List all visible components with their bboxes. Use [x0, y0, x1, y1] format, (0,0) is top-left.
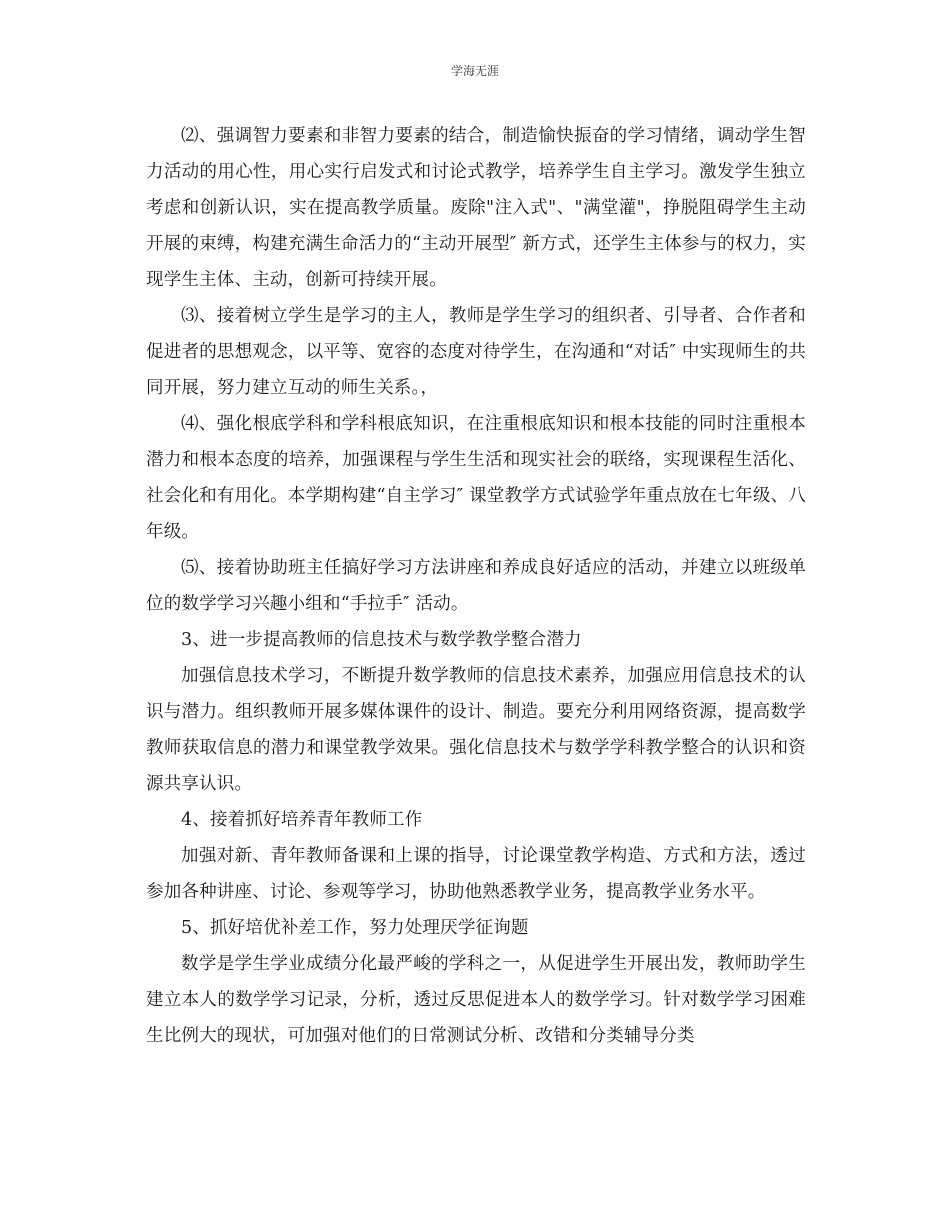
section-heading-3: 3、进一步提高教师的信息技术与数学教学整合潜力 [181, 630, 582, 650]
section-heading-5: 5、抓好培优补差工作，努力处理厌学征询题 [181, 918, 529, 938]
section-5-body: 数学是学生学业成绩分化最严峻的学科之一，从促进学生开展出发，教师助学生建立本人的数学学习记录，分析，透过反思促进本人的数学学习。针对数学学习困难生比例大的现状，可加强对他们的日常测试分析、改错和分类辅导分类 [146, 954, 806, 1046]
document-body [146, 118, 806, 1054]
paragraph-item-2: ⑵、强调智力要素和非智力要素的结合，制造愉快振奋的学习情绪，调动学生智力活动的用心性，用心实行启发式和讨论式教学，培养学生自主学习。激发学生独立考虑和创新认识，实在提高教学质量。废除"注入式"、"满堂灌"，挣脱阻碍学生主动开展的束缚，构建充满生命活力的“主动开展型″ 新方式，还学生主体参与的权力，实现学生主体、主动，创新可持续开展。 [146, 126, 806, 290]
paragraph-item-5: ⑸、接着协助班主任搞好学习方法讲座和养成良好适应的活动，并建立以班级单位的数学学习兴趣小组和“手拉手″ 活动。 [146, 558, 806, 614]
page-header: 学海无涯 [450, 64, 499, 78]
section-3-body: 加强信息技术学习，不断提升数学教师的信息技术素养，加强应用信息技术的认识与潜力。组织教师开展多媒体课件的设计、制造。要充分利用网络资源，提高数学教师获取信息的潜力和课堂教学效果。强化信息技术与数学学科教学整合的认识和资源共享认识。 [146, 666, 806, 794]
paragraph-item-4: ⑷、强化根底学科和学科根底知识，在注重根底知识和根本技能的同时注重根本潜力和根本态度的培养，加强课程与学生生活和现实社会的联络，实现课程生活化、社会化和有用化。本学期构建“自主学习″ 课堂教学方式试验学年重点放在七年级、八年级。 [146, 414, 806, 542]
section-heading-4: 4、接着抓好培养青年教师工作 [181, 810, 423, 830]
section-4-body: 加强对新、青年教师备课和上课的指导，讨论课堂教学构造、方式和方法，透过参加各种讲座、讨论、参观等学习，协助他熟悉教学业务，提高教学业务水平。 [146, 846, 806, 902]
paragraph-item-3: ⑶、接着树立学生是学习的主人，教师是学生学习的组织者、引导者、合作者和促进者的思想观念，以平等、宽容的态度对待学生，在沟通和“对话″ 中实现师生的共同开展，努力建立互动的师生关系。， [146, 306, 806, 398]
